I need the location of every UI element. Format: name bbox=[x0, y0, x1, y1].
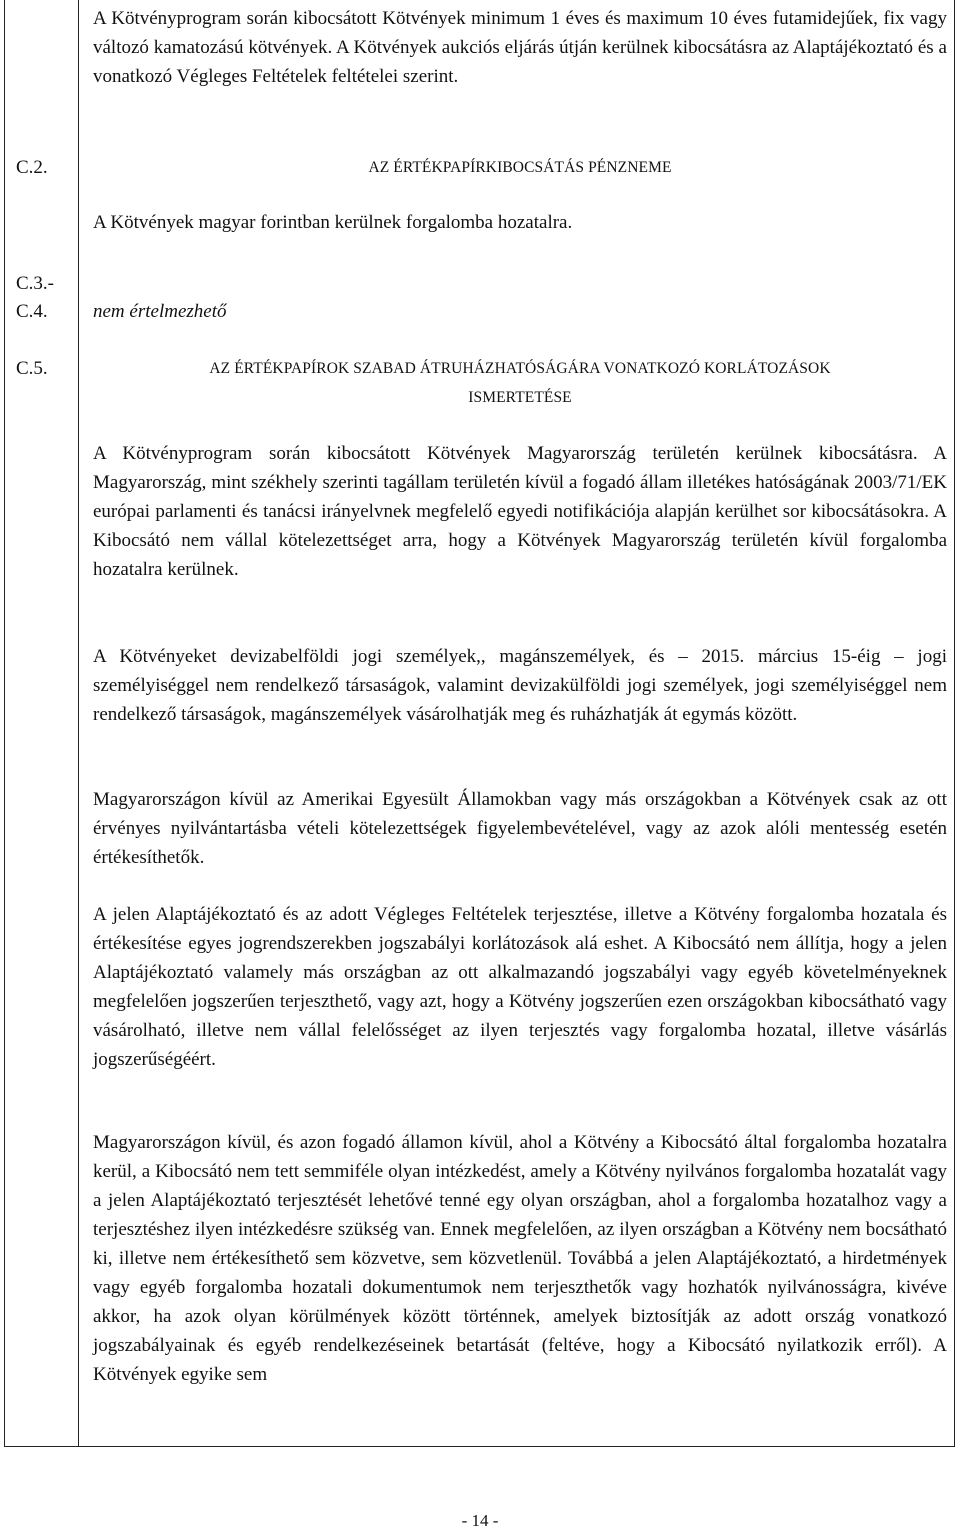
row-label-c4: C.4. bbox=[16, 301, 48, 322]
section-heading-c5-line2: ISMERTETÉSE bbox=[468, 389, 572, 406]
table-column-divider bbox=[78, 0, 79, 1447]
section-heading-c2: AZ ÉRTÉKPAPÍRKIBOCSÁTÁS PÉNZNEME bbox=[368, 159, 672, 176]
intro-paragraph: A Kötvényprogram során kibocsátott Kötvények minimum 1 éves és maximum 10 éves futamidejűek, fix vagy változó kamatozású kötvények. A Kötvények aukciós eljárás útján kerülnek kibocsátásra az Alaptájékoztató és a vonatkozó Végleges Feltételek feltételei szerint. bbox=[93, 8, 947, 87]
c5-paragraph-5: Magyarországon kívül, és azon fogadó államon kívül, ahol a Kötvény a Kibocsátó által forgalomba hozatalra kerül, a Kibocsátó nem tett semmiféle olyan intézkedést, amely a Kötvény nyilvános forgalomba hozatalát vagy a jelen Alaptájékoztató terjesztését lehetővé tenné egy olyan országban, ahol a forgalomba hozatalhoz vagy a terjesztéshez ilyen intézkedésre szükség van. Ennek megfelelően, az ilyen országban a Kötvény nem bocsátható ki, illetve nem értékesíthető sem közvetve, sem közvetlenül. Továbbá a jelen Alaptájékoztató, a hirdetmények vagy egyéb forgalomba hozatali dokumentumok nem terjeszthetők vagy hozhatók nyilvánosságra, kivéve akkor, ha azok olyan körülmények között történnek, amelyek biztosítják az adott ország vonatkozó jogszabályainak és egyéb rendelkezéseinek betartását (feltéve, hogy a Kibocsátó nyilatkozik erről). A Kötvények egyike sem bbox=[93, 1132, 947, 1385]
row-label-c2: C.2. bbox=[16, 157, 48, 178]
section-heading-c5-line1: AZ ÉRTÉKPAPÍROK SZABAD ÁTRUHÁZHATÓSÁGÁRA VONATKOZÓ KORLÁTOZÁSOK bbox=[209, 360, 831, 377]
c5-paragraph-2: A Kötvényeket devizabelföldi jogi személyek,, magánszemélyek, és – 2015. március 15-éig – jogi személyiséggel nem rendelkező társaságok, valamint devizakülföldi jogi személyek, jogi személyiséggel nem rendelkező társaságok, magánszemélyek vásárolhatják meg és ruházhatják át egymás között. bbox=[93, 646, 947, 725]
c5-paragraph-4: A jelen Alaptájékoztató és az adott Végleges Feltételek terjesztése, illetve a Kötvény forgalomba hozatala és értékesítése egyes jogrendszerekben jogszabályi korlátozások alá eshet. A Kibocsátó nem állítja, hogy a jelen Alaptájékoztató valamely más országban az ott alkalmazandó jogszabályi vagy egyéb követelményeknek megfelelően jogszerűen terjeszthető, vagy azt, hogy a Kötvény jogszerűen ezen országokban kibocsátható vagy vásárolható, illetve nem vállal felelősséget az ilyen terjesztés vagy forgalomba hozatal, illetve vásárlás jogszerűségéért. bbox=[93, 904, 947, 1070]
row-label-c5: C.5. bbox=[16, 358, 48, 379]
row-label-c3: C.3.- bbox=[16, 273, 54, 294]
c3-c4-paragraph: nem értelmezhető bbox=[93, 301, 227, 322]
c5-paragraph-3: Magyarországon kívül az Amerikai Egyesült Államokban vagy más országokban a Kötvények csak az ott érvényes nyilvántartásba vételi kötelezettségek figyelembevételével, vagy az azok alóli mentesség esetén értékesíthetők. bbox=[93, 789, 947, 868]
c5-paragraph-1: A Kötvényprogram során kibocsátott Kötvények Magyarország területén kerülnek kibocsátásra. A Magyarország, mint székhely szerinti tagállam területén kívül a fogadó állam illetékes hatóságának 2003/71/EK európai parlamenti és tanácsi irányelvnek megfelelő egyedi notifikációja alapján kerülhet sor kibocsátásokra. A Kibocsátó nem vállal kötelezettséget arra, hogy a Kötvények Magyarország területén kívül forgalomba hozatalra kerülnek. bbox=[93, 443, 947, 580]
page-number: - 14 - bbox=[461, 1511, 499, 1530]
c2-paragraph: A Kötvények magyar forintban kerülnek forgalomba hozatalra. bbox=[93, 212, 573, 233]
